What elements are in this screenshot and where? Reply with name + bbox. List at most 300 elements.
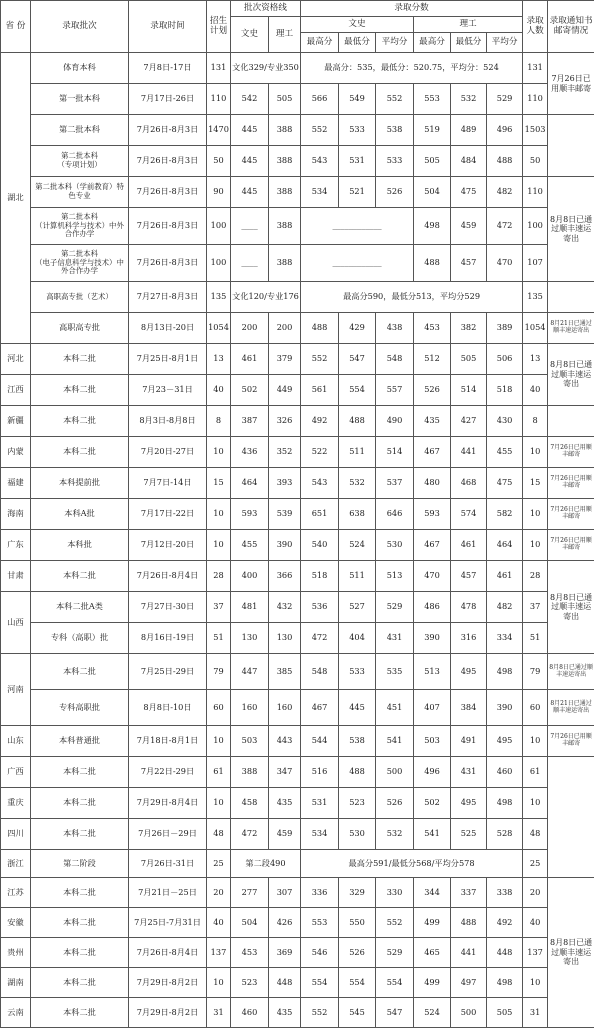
qual-wen-cell: 453 — [231, 938, 269, 968]
batch-cell: 专科（高职）批 — [31, 623, 129, 654]
score-cell: 526 — [376, 177, 414, 208]
qual-wen-cell: 542 — [231, 84, 269, 115]
score-cell: 470 — [414, 561, 451, 592]
province-cell: 河南 — [1, 654, 31, 726]
score-cell: 435 — [414, 406, 451, 437]
score-cell: 532 — [339, 468, 376, 499]
score-cell: 554 — [301, 968, 339, 998]
score-cell: 329 — [339, 878, 376, 908]
header-batch: 录取批次 — [31, 1, 129, 53]
score-cell: 526 — [339, 938, 376, 968]
province-cell: 河北 — [1, 344, 31, 375]
qual-wen-cell: 504 — [231, 908, 269, 938]
score-cell: 513 — [376, 561, 414, 592]
plan-cell: 40 — [207, 908, 231, 938]
score-cell: 547 — [376, 998, 414, 1028]
score-cell: 554 — [339, 968, 376, 998]
score-cell: 498 — [487, 654, 523, 690]
score-cell: 441 — [451, 437, 487, 468]
score-merged-cell: 最高分590，最低分513，平均分529 — [301, 282, 523, 313]
score-cell: 461 — [487, 561, 523, 592]
score-cell: 550 — [339, 908, 376, 938]
score-cell: 488 — [339, 406, 376, 437]
score-cell: 593 — [414, 499, 451, 530]
score-cell: 552 — [301, 344, 339, 375]
score-wen-empty-cell: ____________ — [301, 245, 414, 282]
time-cell: 7月18日-8月1日 — [129, 726, 207, 757]
batch-cell: 高职高专批（艺术） — [31, 282, 129, 313]
qual-li-cell: 385 — [269, 654, 301, 690]
qual-wen-cell: 461 — [231, 344, 269, 375]
score-cell: 530 — [376, 530, 414, 561]
score-cell: 512 — [414, 344, 451, 375]
score-cell: 552 — [301, 998, 339, 1028]
score-cell: 554 — [376, 968, 414, 998]
qualification-merged-cell: 文化329/专业350 — [231, 53, 301, 84]
header-qualification: 批次资格线 — [231, 1, 301, 17]
score-cell: 475 — [451, 177, 487, 208]
score-cell: 505 — [414, 146, 451, 177]
score-cell: 538 — [376, 115, 414, 146]
score-cell: 482 — [487, 177, 523, 208]
header-wen-max: 最高分 — [301, 33, 339, 53]
time-cell: 7月8日-17日 — [129, 53, 207, 84]
table-row — [1, 406, 594, 437]
qual-li-cell: 426 — [269, 908, 301, 938]
score-cell: 552 — [301, 115, 339, 146]
score-cell: 518 — [487, 375, 523, 406]
score-cell: 467 — [301, 690, 339, 726]
score-cell: 524 — [339, 530, 376, 561]
province-cell: 湖南 — [1, 968, 31, 998]
score-cell: 533 — [376, 146, 414, 177]
admitted-cell: 1054 — [523, 313, 548, 344]
score-cell: 468 — [451, 468, 487, 499]
qual-li-cell: 379 — [269, 344, 301, 375]
score-cell: 549 — [339, 84, 376, 115]
admitted-cell: 20 — [523, 878, 548, 908]
admitted-cell: 135 — [523, 282, 548, 313]
score-cell: 488 — [339, 757, 376, 788]
table-row — [1, 690, 594, 726]
score-cell: 500 — [376, 757, 414, 788]
notice-cell: 8月8日已通过顺丰速运寄出 — [548, 654, 594, 690]
admitted-cell: 10 — [523, 726, 548, 757]
score-cell: 459 — [451, 208, 487, 245]
admitted-cell: 40 — [523, 908, 548, 938]
score-cell: 516 — [301, 757, 339, 788]
score-cell: 557 — [376, 375, 414, 406]
qual-li-cell: 539 — [269, 499, 301, 530]
admitted-cell: 79 — [523, 654, 548, 690]
score-cell: 491 — [451, 726, 487, 757]
score-cell: 453 — [414, 313, 451, 344]
time-cell: 7月23－31日 — [129, 375, 207, 406]
batch-cell: 专科高职批 — [31, 690, 129, 726]
score-cell: 460 — [487, 757, 523, 788]
table-row — [1, 878, 594, 908]
score-cell: 467 — [414, 437, 451, 468]
qual-wen-cell: 388 — [231, 757, 269, 788]
qual-li-cell: 388 — [269, 177, 301, 208]
notice-cell: 7月26日已用顺丰邮寄 — [548, 437, 594, 468]
score-cell: 506 — [487, 344, 523, 375]
qual-wen-cell: 472 — [231, 819, 269, 850]
table-row — [1, 654, 594, 690]
score-cell: 330 — [376, 878, 414, 908]
score-cell: 529 — [487, 84, 523, 115]
province-cell: 江苏 — [1, 878, 31, 908]
score-cell: 495 — [451, 654, 487, 690]
plan-cell: 135 — [207, 282, 231, 313]
qualification-merged-cell: 第二段490 — [231, 850, 301, 878]
score-cell: 427 — [451, 406, 487, 437]
score-cell: 528 — [487, 819, 523, 850]
plan-cell: 131 — [207, 53, 231, 84]
table-row — [1, 726, 594, 757]
table-header — [1, 1, 594, 53]
qual-wen-cell: 593 — [231, 499, 269, 530]
score-cell: 521 — [339, 177, 376, 208]
score-cell: 502 — [414, 788, 451, 819]
score-cell: 498 — [487, 968, 523, 998]
score-cell: 546 — [301, 938, 339, 968]
qual-wen-cell: 481 — [231, 592, 269, 623]
notice-cell: 8月21日已通过顺丰速运寄出 — [548, 313, 594, 344]
score-cell: 523 — [339, 788, 376, 819]
province-cell: 浙江 — [1, 850, 31, 878]
admitted-cell: 50 — [523, 146, 548, 177]
qual-wen-cell: 502 — [231, 375, 269, 406]
batch-cell: 本科二批 — [31, 819, 129, 850]
score-merged-cell: 最高分591/最低分568/平均分578 — [301, 850, 523, 878]
qual-wen-cell: 447 — [231, 654, 269, 690]
score-cell: 480 — [414, 468, 451, 499]
admitted-cell: 40 — [523, 375, 548, 406]
score-cell: 467 — [414, 530, 451, 561]
time-cell: 7月29日-8月4日 — [129, 788, 207, 819]
notice-cell: 8月8日已通过顺丰速运寄出 — [548, 561, 594, 654]
score-cell: 638 — [339, 499, 376, 530]
admitted-cell: 61 — [523, 757, 548, 788]
admitted-cell: 137 — [523, 938, 548, 968]
score-cell: 532 — [451, 84, 487, 115]
province-cell: 山西 — [1, 592, 31, 654]
score-cell: 464 — [487, 530, 523, 561]
score-cell: 472 — [301, 623, 339, 654]
notice-cell: 8月21日已通过顺丰速运寄出 — [548, 690, 594, 726]
batch-cell: 第二批本科 （专项计划） — [31, 146, 129, 177]
plan-cell: 60 — [207, 690, 231, 726]
score-cell: 533 — [339, 115, 376, 146]
qual-li-cell: 352 — [269, 437, 301, 468]
qual-wen-cell: 523 — [231, 968, 269, 998]
batch-cell: 本科二批 — [31, 344, 129, 375]
score-cell: 495 — [487, 726, 523, 757]
table-row — [1, 344, 594, 375]
batch-cell: 第一批本科 — [31, 84, 129, 115]
qual-li-cell: 432 — [269, 592, 301, 623]
qual-li-cell: 388 — [269, 146, 301, 177]
plan-cell: 100 — [207, 208, 231, 245]
plan-cell: 10 — [207, 968, 231, 998]
score-cell: 554 — [339, 375, 376, 406]
table-row — [1, 53, 594, 84]
qual-wen-cell: 445 — [231, 115, 269, 146]
admitted-cell: 110 — [523, 84, 548, 115]
time-cell: 7月25日-29日 — [129, 654, 207, 690]
score-cell: 548 — [376, 344, 414, 375]
time-cell: 7月17日-26日 — [129, 84, 207, 115]
score-cell: 527 — [339, 592, 376, 623]
score-cell: 548 — [301, 654, 339, 690]
notice-cell — [548, 115, 594, 177]
score-cell: 533 — [339, 654, 376, 690]
admitted-cell: 10 — [523, 437, 548, 468]
header-qual-li: 理工 — [269, 17, 301, 53]
score-wen-empty-cell: ____________ — [301, 208, 414, 245]
score-cell: 488 — [414, 245, 451, 282]
admitted-cell: 28 — [523, 561, 548, 592]
admitted-cell: 10 — [523, 530, 548, 561]
score-cell: 522 — [301, 437, 339, 468]
notice-cell: 8月8日已通过顺丰速运寄出 — [548, 177, 594, 282]
admitted-cell: 10 — [523, 968, 548, 998]
plan-cell: 31 — [207, 998, 231, 1028]
notice-cell: 8月8日已通过顺丰速运寄出 — [548, 344, 594, 406]
score-cell: 389 — [487, 313, 523, 344]
score-cell: 438 — [376, 313, 414, 344]
header-score-wen: 文史 — [301, 17, 414, 33]
header-qual-wen: 文史 — [231, 17, 269, 53]
time-cell: 7月26日-8月3日 — [129, 115, 207, 146]
time-cell: 7月26日-8月4日 — [129, 938, 207, 968]
qual-wen-cell: 445 — [231, 146, 269, 177]
score-cell: 534 — [301, 177, 339, 208]
qual-li-cell: 448 — [269, 968, 301, 998]
time-cell: 7月25日-8月1日 — [129, 344, 207, 375]
score-cell: 530 — [339, 819, 376, 850]
table-row — [1, 592, 594, 623]
score-cell: 561 — [301, 375, 339, 406]
plan-cell: 10 — [207, 530, 231, 561]
batch-cell: 本科二批 — [31, 878, 129, 908]
qual-wen-cell: 455 — [231, 530, 269, 561]
admitted-cell: 100 — [523, 208, 548, 245]
score-cell: 582 — [487, 499, 523, 530]
time-cell: 7月26日-31日 — [129, 850, 207, 878]
header-wen-min: 最低分 — [339, 33, 376, 53]
table-row — [1, 282, 594, 313]
score-cell: 513 — [414, 654, 451, 690]
batch-cell: 本科二批 — [31, 757, 129, 788]
score-cell: 457 — [451, 561, 487, 592]
score-cell: 544 — [301, 726, 339, 757]
score-cell: 496 — [487, 115, 523, 146]
qual-wen-cell: 160 — [231, 690, 269, 726]
score-cell: 511 — [339, 561, 376, 592]
admitted-cell: 48 — [523, 819, 548, 850]
qual-wen-cell: 445 — [231, 177, 269, 208]
score-cell: 495 — [451, 788, 487, 819]
batch-cell: 本科A批 — [31, 499, 129, 530]
batch-cell: 本科二批 — [31, 437, 129, 468]
score-cell: 497 — [451, 968, 487, 998]
batch-cell: 本科二批 — [31, 561, 129, 592]
table-row — [1, 757, 594, 788]
qual-li-cell: 459 — [269, 819, 301, 850]
score-cell: 538 — [339, 726, 376, 757]
score-cell: 511 — [339, 437, 376, 468]
table-row — [1, 146, 594, 177]
table-row — [1, 788, 594, 819]
table-row — [1, 623, 594, 654]
score-cell: 441 — [451, 938, 487, 968]
score-cell: 457 — [451, 245, 487, 282]
time-cell: 7月20日-27日 — [129, 437, 207, 468]
header-plan: 招生计划 — [207, 1, 231, 53]
qual-li-cell: 326 — [269, 406, 301, 437]
qual-wen-cell: 503 — [231, 726, 269, 757]
score-cell: 445 — [339, 690, 376, 726]
qual-wen-cell: 400 — [231, 561, 269, 592]
admitted-cell: 37 — [523, 592, 548, 623]
score-cell: 500 — [451, 998, 487, 1028]
qual-wen-cell: 464 — [231, 468, 269, 499]
qual-wen-cell: 130 — [231, 623, 269, 654]
batch-cell: 本科批 — [31, 530, 129, 561]
score-cell: 451 — [376, 690, 414, 726]
province-cell: 重庆 — [1, 788, 31, 819]
score-cell: 429 — [339, 313, 376, 344]
admitted-cell: 131 — [523, 53, 548, 84]
admitted-cell: 110 — [523, 177, 548, 208]
notice-cell — [548, 282, 594, 313]
header-wen-avg: 平均分 — [376, 33, 414, 53]
time-cell: 7月25日-7月31日 — [129, 908, 207, 938]
score-cell: 407 — [414, 690, 451, 726]
score-cell: 390 — [487, 690, 523, 726]
qual-wen-cell: 458 — [231, 788, 269, 819]
qual-wen-cell: 460 — [231, 998, 269, 1028]
time-cell: 8月16日-19日 — [129, 623, 207, 654]
batch-cell: 本科二批 — [31, 908, 129, 938]
province-cell: 四川 — [1, 819, 31, 850]
province-cell: 江西 — [1, 375, 31, 406]
notice-cell: 8月8日已通过顺丰速运寄出 — [548, 878, 594, 1028]
score-cell: 448 — [487, 938, 523, 968]
plan-cell: 137 — [207, 938, 231, 968]
table-row — [1, 499, 594, 530]
score-cell: 431 — [451, 757, 487, 788]
score-cell: 498 — [487, 788, 523, 819]
qual-li-cell: 449 — [269, 375, 301, 406]
qual-li-cell: 347 — [269, 757, 301, 788]
time-cell: 7月26日-8月3日 — [129, 146, 207, 177]
batch-cell: 本科二批A类 — [31, 592, 129, 623]
qual-wen-cell: 436 — [231, 437, 269, 468]
batch-cell: 高职高专批 — [31, 313, 129, 344]
plan-cell: 28 — [207, 561, 231, 592]
score-cell: 490 — [376, 406, 414, 437]
time-cell: 7月26日-8月3日 — [129, 208, 207, 245]
table-row — [1, 561, 594, 592]
table-row — [1, 998, 594, 1028]
score-cell: 486 — [414, 592, 451, 623]
qual-li-cell: 393 — [269, 468, 301, 499]
qual-li-cell: 160 — [269, 690, 301, 726]
score-cell: 430 — [487, 406, 523, 437]
score-cell: 492 — [301, 406, 339, 437]
score-cell: 535 — [376, 654, 414, 690]
score-cell: 526 — [376, 788, 414, 819]
plan-cell: 48 — [207, 819, 231, 850]
province-cell: 广西 — [1, 757, 31, 788]
qual-li-cell: 435 — [269, 998, 301, 1028]
score-cell: 504 — [414, 177, 451, 208]
admitted-cell: 10 — [523, 499, 548, 530]
plan-cell: 40 — [207, 375, 231, 406]
plan-cell: 25 — [207, 850, 231, 878]
table-row — [1, 313, 594, 344]
batch-cell: 第二阶段 — [31, 850, 129, 878]
score-cell: 498 — [414, 208, 451, 245]
batch-cell: 第二批本科 （计算机科学与技术）中外合作办学 — [31, 208, 129, 245]
table-row — [1, 968, 594, 998]
table-row — [1, 530, 594, 561]
batch-cell: 本科提前批 — [31, 468, 129, 499]
admitted-cell: 60 — [523, 690, 548, 726]
score-cell: 651 — [301, 499, 339, 530]
score-cell: 532 — [376, 819, 414, 850]
table-row — [1, 938, 594, 968]
header-time: 录取时间 — [129, 1, 207, 53]
table-row — [1, 908, 594, 938]
score-cell: 534 — [301, 819, 339, 850]
admitted-cell: 15 — [523, 468, 548, 499]
score-cell: 514 — [451, 375, 487, 406]
province-cell: 山东 — [1, 726, 31, 757]
batch-cell: 第二批本科（学前教育）特色专业 — [31, 177, 129, 208]
score-cell: 344 — [414, 878, 451, 908]
admitted-cell: 10 — [523, 788, 548, 819]
score-cell: 541 — [414, 819, 451, 850]
score-cell: 478 — [451, 592, 487, 623]
qual-li-cell: 388 — [269, 208, 301, 245]
score-cell: 465 — [414, 938, 451, 968]
qual-wen-cell: 277 — [231, 878, 269, 908]
notice-cell: 7月26日已用顺丰邮寄 — [548, 726, 594, 757]
plan-cell: 1470 — [207, 115, 231, 146]
score-cell: 384 — [451, 690, 487, 726]
plan-cell: 100 — [207, 245, 231, 282]
qual-li-cell: 369 — [269, 938, 301, 968]
province-cell: 海南 — [1, 499, 31, 530]
score-cell: 543 — [301, 146, 339, 177]
table-row — [1, 84, 594, 115]
notice-cell: 7月26日已用顺丰邮寄 — [548, 468, 594, 499]
province-cell: 贵州 — [1, 938, 31, 968]
plan-cell: 10 — [207, 726, 231, 757]
time-cell: 7月26日－29日 — [129, 819, 207, 850]
score-cell: 552 — [376, 84, 414, 115]
qual-li-cell: 505 — [269, 84, 301, 115]
plan-cell: 1054 — [207, 313, 231, 344]
table-row — [1, 245, 594, 282]
score-cell: 543 — [301, 468, 339, 499]
time-cell: 7月27日-8月3日 — [129, 282, 207, 313]
score-cell: 566 — [301, 84, 339, 115]
